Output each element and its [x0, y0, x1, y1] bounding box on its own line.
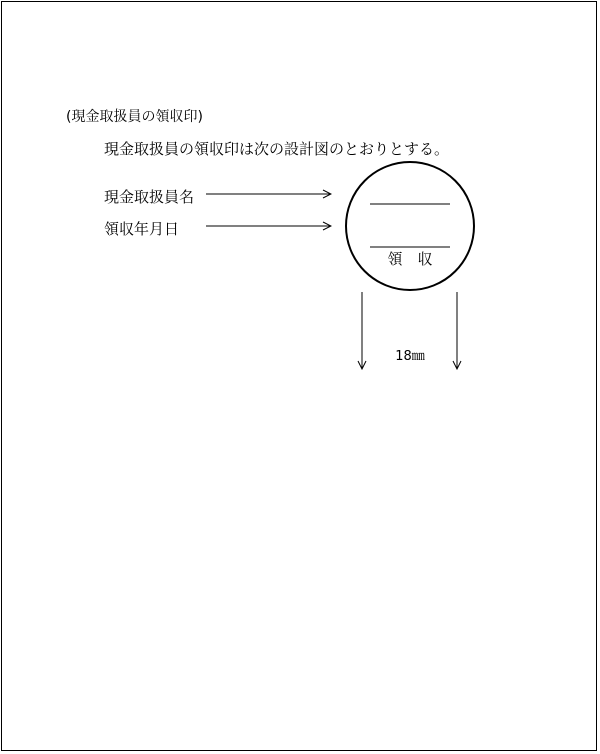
- seal-circle: [346, 162, 474, 290]
- section-heading: (現金取扱員の領収印): [66, 109, 203, 125]
- seal-text: 領 収: [387, 250, 433, 268]
- body-paragraph: 現金取扱員の領収印は次の設計図のとおりとする。: [104, 140, 450, 158]
- label-receipt-date: 領収年月日: [104, 220, 180, 238]
- dimension-label: 18㎜: [395, 349, 425, 364]
- label-cashier-name: 現金取扱員名: [104, 188, 195, 206]
